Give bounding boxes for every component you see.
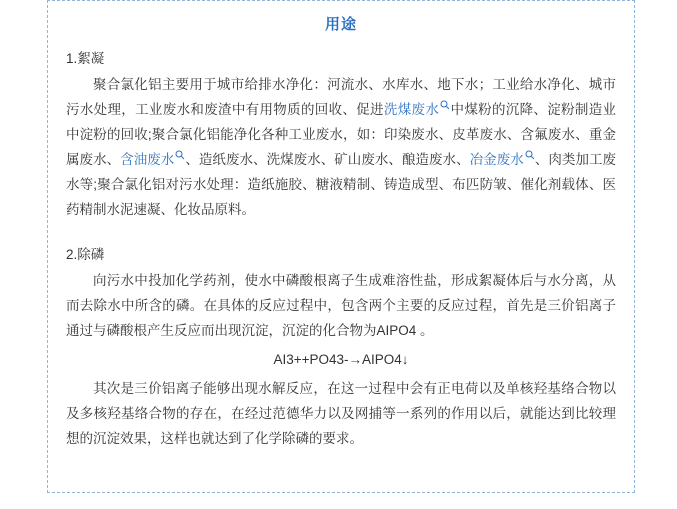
text-run: 聚合氯化铝主要用于城市给排水净化：河流水、水库水、地下水；工业给水净化、城市污水处理，工业废水和废渣中有用物质的回收、促进 — [66, 77, 616, 117]
section-spacer — [66, 222, 616, 244]
search-icon[interactable] — [525, 150, 535, 160]
paragraph-phosphorus-removal-1: 向污水中投加化学药剂，使水中磷酸根离子生成难溶性盐，形成絮凝体后与水分离，从而去除水中所含的磷。在具体的反应过程中，包含两个主要的反应过程，首先是三价铝离子通过与磷酸根产生反应而出现沉淀，沉淀的化合物为AIPO4 。 — [66, 273, 616, 338]
keyword-text: 冶金废水 — [469, 152, 524, 167]
document-page — [47, 0, 635, 493]
search-icon[interactable] — [440, 100, 450, 110]
text-run: 中煤粉的沉降、淀粉制造业中淀粉的回收;聚合氯化铝能净化各种工业废水，如：印染废水、皮革废水、含氟废水、重金属废水、 — [66, 102, 617, 167]
chemical-formula: AI3++PO43-→AIPO4↓ — [273, 352, 409, 367]
search-icon[interactable] — [175, 150, 185, 160]
paragraph-phosphorus-removal-2: 其次是三价铝离子能够出现水解反应，在这一过程中会有正电荷以及单核羟基络合物以及多核羟基络合物的存在，在经过范德华力以及网捕等一系列的作用以后，就能达到比较理想的沉淀效果，这样也就达到了化学除磷的要求。 — [66, 381, 616, 446]
keyword-text: 洗煤废水 — [383, 102, 440, 117]
text-run: 、造纸废水、洗煤废水、矿山废水、酿造废水、 — [185, 152, 470, 167]
page-title: 用途 — [324, 16, 357, 33]
section-heading-phosphorus-removal: 2.除磷 — [66, 247, 105, 262]
paragraph-flocculation — [66, 72, 616, 222]
keyword-link-oily-wastewater[interactable] — [120, 152, 185, 167]
keyword-link-metallurgical-wastewater[interactable] — [470, 152, 535, 167]
document-content — [48, 1, 634, 451]
section-heading-flocculation: 1.絮凝 — [66, 51, 105, 66]
keyword-link-washing-coal-wastewater[interactable] — [384, 102, 450, 117]
text-run: 、肉类加工废水等;聚合氯化铝对污水处理：造纸施胶、糖液精制、铸造成型、布匹防皱、催化剂载体、医药精制水泥速凝、化妆品原料。 — [66, 152, 617, 217]
keyword-text: 含油废水 — [120, 152, 175, 167]
